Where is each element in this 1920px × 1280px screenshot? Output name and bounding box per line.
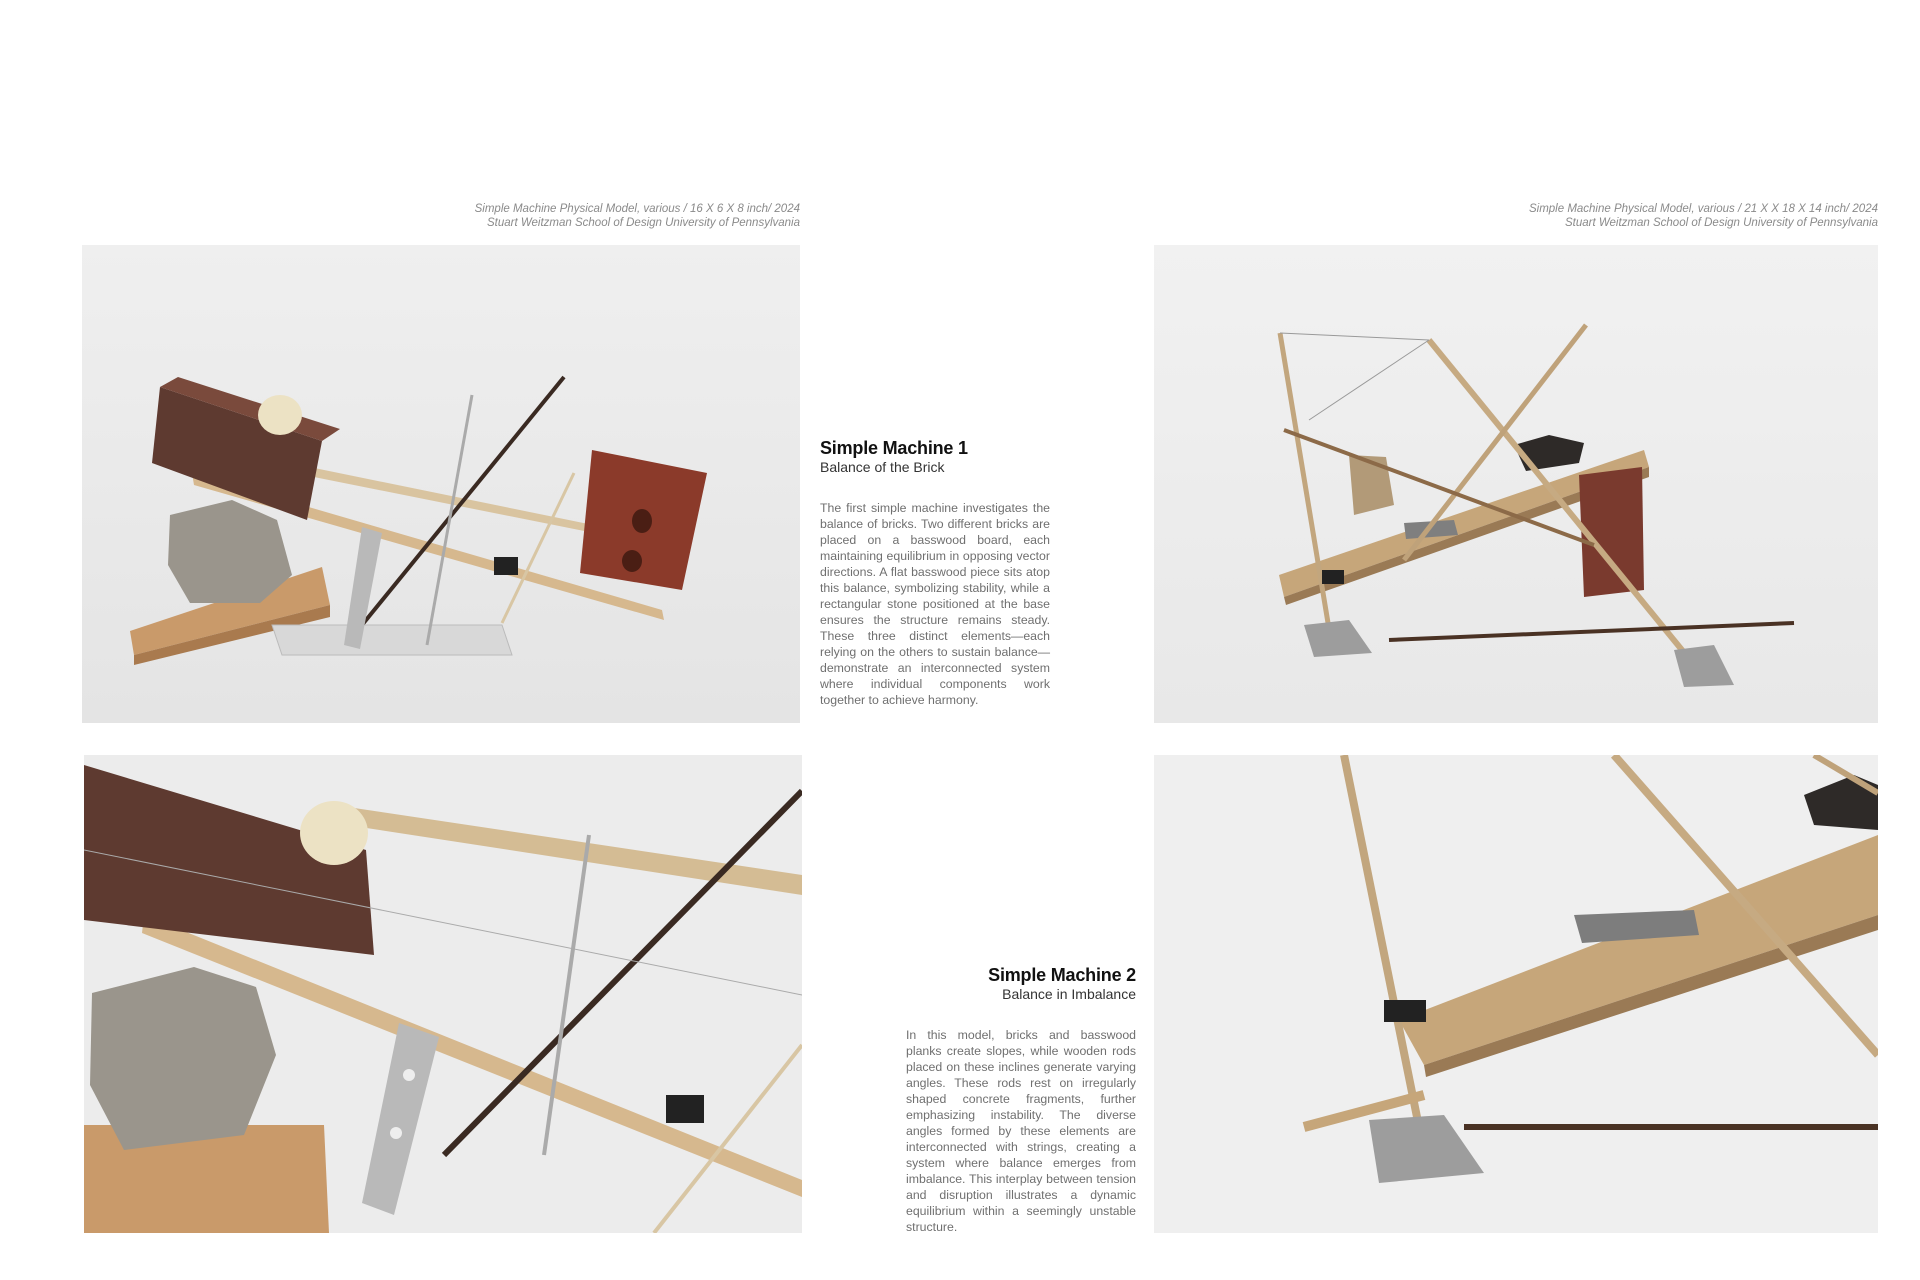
right-caption-line2: Stuart Weitzman School of Design University of Pennsylvania: [1565, 217, 1878, 229]
machine1-subtitle: Balance of the Brick: [820, 459, 945, 475]
machine1-description: The first simple machine investigates the balance of bricks. Two different bricks are placed on a basswood board, each maintaining equilibrium in opposing vector directions. A flat basswood piece sits atop this balance, symbolizing stability, while a rectangular stone positioned at the base ensures the structure remains steady. These three distinct elements—each relying on the others to sustain balance—demonstrate an interconnected system where individual components work together to achieve harmony.: [820, 501, 1050, 707]
machine1-title: Simple Machine 1: [820, 438, 968, 458]
machine2-subtitle: Balance in Imbalance: [1002, 986, 1136, 1002]
machine1-detail-photo: [84, 755, 802, 1233]
machine2-heading: [876, 965, 1136, 1002]
machine1-full-photo: [82, 245, 800, 723]
left-caption-line1: Simple Machine Physical Model, various / 16 X 6 X 8 inch/ 2024: [474, 203, 800, 215]
machine2-detail-photo: [1154, 755, 1878, 1233]
left-photo-caption: [240, 202, 800, 230]
machine2-full-photo: [1154, 245, 1878, 723]
machine2-description: In this model, bricks and basswood planks create slopes, while wooden rods placed on these inclines generate varying angles. These rods rest on irregularly shaped concrete fragments, further emphasizing instability. The diverse angles formed by these elements are interconnected with strings, creating a system where balance emerges from imbalance. This interplay between tension and disruption illustrates a dynamic equilibrium within a seemingly unstable structure.: [906, 1028, 1136, 1234]
right-caption-line1: Simple Machine Physical Model, various / 21 X X 18 X 14 inch/ 2024: [1528, 203, 1878, 215]
machine2-title: Simple Machine 2: [988, 965, 1136, 985]
machine1-heading: [820, 438, 1080, 475]
right-photo-caption: [1318, 202, 1878, 230]
left-caption-line2: Stuart Weitzman School of Design University of Pennsylvania: [487, 217, 800, 229]
